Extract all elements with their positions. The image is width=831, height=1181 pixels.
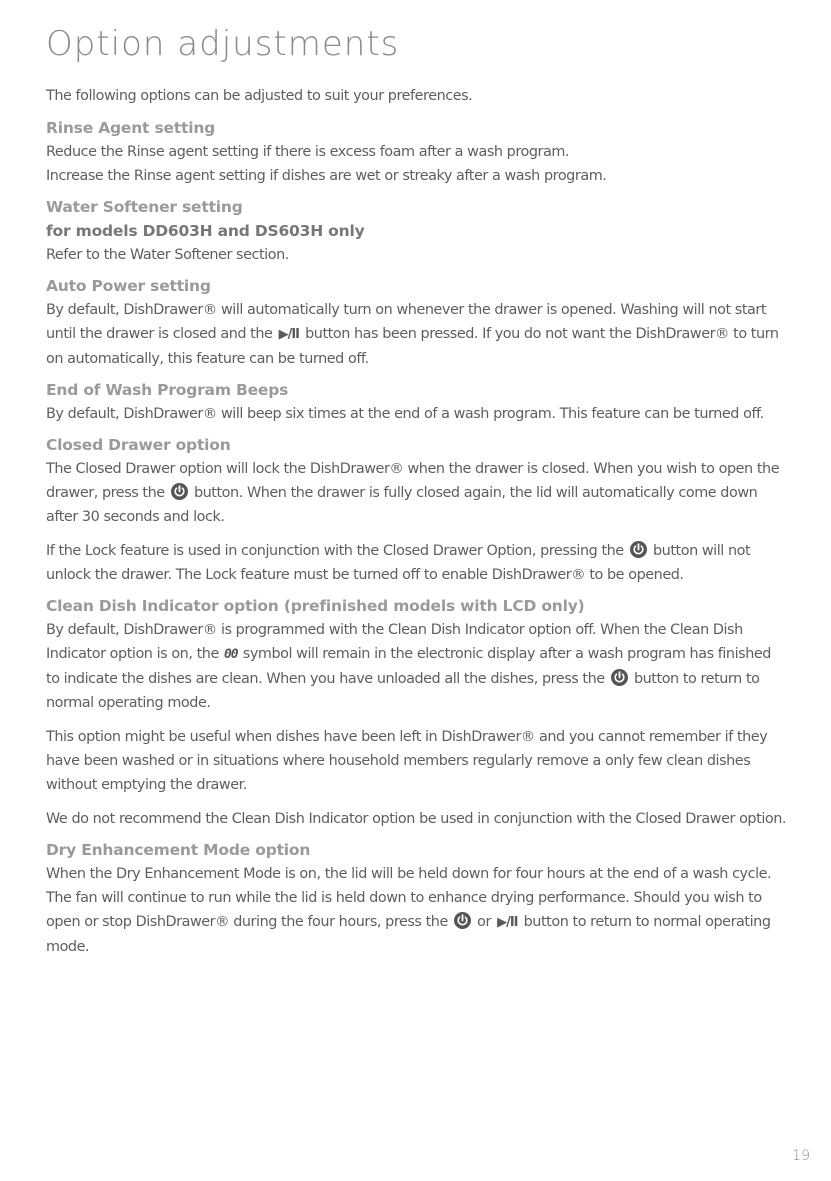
dry-enhancement-text-b: or [477,914,491,930]
clean-dish-heading: Clean Dish Indicator option (prefinished models with LCD only) [46,597,585,615]
auto-power-heading: Auto Power setting [46,277,211,295]
closed-drawer-text-1b: button. When the drawer is fully closed again, the lid will automatically come down after 30 seconds and lock. [46,485,758,525]
closed-drawer-text-1 [46,457,786,529]
dry-enhancement-text-c: button to return to normal operating mode. [46,914,771,955]
power-icon [171,483,188,500]
rinse-agent-heading: Rinse Agent setting [46,119,216,137]
clean-dish-text-3: We do not recommend the Clean Dish Indicator option be used in conjunction with the Closed Drawer option. [46,811,787,827]
rinse-agent-section [46,116,786,188]
page-title: Option adjustments [46,24,400,64]
clean-dish-text-1 [46,618,786,715]
closed-drawer-text-2a: If the Lock feature is used in conjunction with the Closed Drawer Option, pressing the [46,543,624,559]
auto-power-text-a: By default, DishDrawer® will automatically turn on whenever the drawer is opened. Washing will not start until the drawer is closed and the [46,302,767,342]
rinse-agent-text-2: Increase the Rinse agent setting if dishes are wet or streaky after a wash program. [46,168,607,184]
start-pause-icon: ▶/II [497,915,518,930]
water-softener-section [46,195,786,267]
water-softener-text: Refer to the Water Softener section. [46,247,289,263]
dry-enhancement-heading: Dry Enhancement Mode option [46,841,311,859]
auto-power-text-b: button has been pressed. If you do not want the DishDrawer® to turn on automatically, this feature can be turned off. [46,326,779,367]
dry-enhancement-section [46,838,786,959]
closed-drawer-text-2 [46,539,786,587]
rinse-agent-text-1: Reduce the Rinse agent setting if there is excess foam after a wash program. [46,144,570,160]
start-pause-icon: ▶/II [278,327,299,342]
beeps-heading: End of Wash Program Beeps [46,381,289,399]
auto-power-section [46,274,786,371]
water-softener-subheading: for models DD603H and DS603H only [46,222,365,240]
page-number: 19 [792,1148,810,1164]
power-icon [454,912,471,929]
intro-text: The following options can be adjusted to suit your preferences. [46,88,473,104]
beeps-text: By default, DishDrawer® will beep six times at the end of a wash program. This feature can be turned off. [46,406,764,422]
clean-dish-section [46,594,786,831]
clean-dish-text-1b: symbol will remain in the electronic display after a wash program has finished to indicate the dishes are clean. When you have unloaded all the dishes, press the [46,646,771,687]
power-icon [611,669,628,686]
clean-dish-text-2: This option might be useful when dishes have been left in DishDrawer® and you cannot remember if they have been washed or in situations where household members regularly remove a only few clean dishes without emptying the drawer. [46,729,768,793]
clean-dish-text-1a: By default, DishDrawer® is programmed with the Clean Dish Indicator option off. When the Clean Dish Indicator option is on, the [46,622,743,662]
power-icon [630,541,647,558]
closed-drawer-text-1a: The Closed Drawer option will lock the DishDrawer® when the drawer is closed. When you wish to open the drawer, press the [46,461,780,501]
closed-drawer-heading: Closed Drawer option [46,436,231,454]
beeps-section [46,378,786,426]
page-content [46,24,786,966]
closed-drawer-section [46,433,786,587]
water-softener-heading: Water Softener setting [46,198,243,216]
closed-drawer-text-2b: button will not unlock the drawer. The Lock feature must be turned off to enable DishDrawer® to be opened. [46,543,751,583]
lcd-symbol-icon: 00 [223,647,238,662]
auto-power-text [46,298,786,371]
clean-dish-text-1c: button to return to normal operating mode. [46,671,760,711]
dry-enhancement-text [46,862,786,959]
dry-enhancement-text-a: When the Dry Enhancement Mode is on, the lid will be held down for four hours at the end of a wash cycle. The fan will continue to run while the lid is held down to enhance drying performance. Should you wish to open or stop DishDrawer® during the four hours, press the [46,866,772,930]
